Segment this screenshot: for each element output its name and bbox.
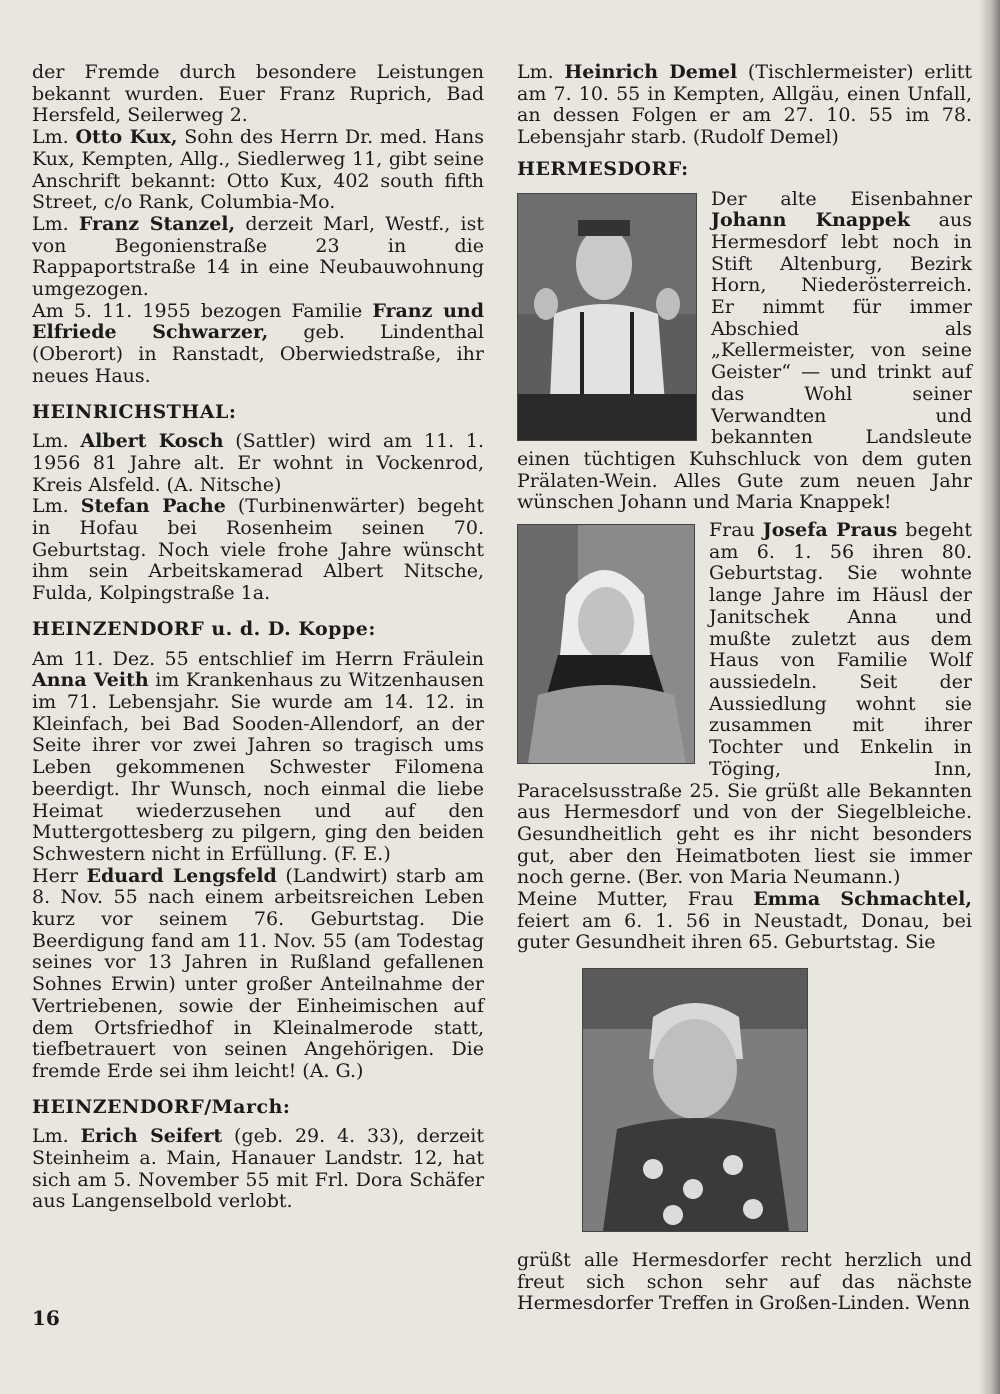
paragraph-veith: Am 11. Dez. 55 entschlief im Herrn Fräulein Anna Veith im Krankenhaus zu Witzenhausen im 71. Lebensjahr. Sie wurde am 14. 12. in Kleinfach, bei Bad Sooden-Allendorf, an der Seite ihrer vor zwei Jahren so tragisch ums Leben gekommenen Schwester Filomena beerdigt. Ihr Wunsch, noch einmal die liebe Heimat wiederzusehen und auf den Muttergottesberg zu pilgern, ging den beiden Schwestern nicht in Erfüllung. (F. E.) <box>32 647 484 865</box>
left-column <box>32 62 484 1213</box>
paragraph-demel: Lm. Heinrich Demel (Tischlermeister) erlitt am 7. 10. 55 in Kempten, Allgäu, einen Unfall, an dessen Folgen er am 27. 10. 55 im 78. Lebensjahr starb. (Rudolf Demel) <box>517 61 972 149</box>
paragraph-lengsfeld: Herr Eduard Lengsfeld (Landwirt) starb am 8. Nov. 55 nach einem arbeitsreichen Leben kurz vor seinem 76. Geburtstag. Die Beerdigung fand am 11. Nov. 55 (am Todestag seines vor 13 Jahren in Rußland gefallenen Sohnes Erwin) unter großer Anteilnahme der Vertriebenen, sowie der Einheimischen auf dem Ortsfriedhof in Kleinalmerode statt, tiefbetrauert von seinen Angehörigen. Die fremde Erde sei ihm leicht! (A. G.) <box>32 864 484 1082</box>
paragraph-schmachtel: Meine Mutter, Frau Emma Schmachtel, feiert am 6. 1. 56 in Neustadt, Donau, bei guter Gesundheit ihren 65. Geburtstag. Sie <box>517 888 972 954</box>
paragraph-schmachtel-continued: grüßt alle Hermesdorfer recht herzlich und freut sich schon sehr auf das nächste Hermesdorfer Treffen in Großen-Linden. Wenn <box>517 1248 972 1315</box>
paragraph-kosch: Lm. Albert Kosch (Sattler) wird am 11. 1. 1956 81 Jahre alt. Er wohnt in Vockenrod, Kreis Alsfeld. (A. Nitsche) <box>32 430 484 496</box>
paragraph-ruprich: der Fremde durch besondere Leistungen bekannt wurden. Euer Franz Ruprich, Bad Hersfeld, Seilerweg 2. <box>32 61 484 127</box>
name-otto-kux: Otto Kux, <box>75 126 178 149</box>
paragraph-seifert: Lm. Erich Seifert (geb. 29. 4. 33), derzeit Steinheim a. Main, Hanauer Landstr. 12, hat sich am 5. November 55 mit Frl. Dora Schäfer aus Langenselbold verlobt. <box>32 1125 484 1213</box>
paragraph-pache: Lm. Stefan Pache (Turbinenwärter) begeht in Hofau bei Rosenheim seinen 70. Geburtstag. Noch viele frohe Jahre wünscht ihm sein Arbeitskamerad Albert Nitsche, Fulda, Kolpingstraße 1a. <box>32 495 485 605</box>
name-josefa-praus: Josefa Praus <box>762 519 898 542</box>
heading-heinzendorf-march: HEINZENDORF/March: <box>32 1095 291 1118</box>
name-emma-schmachtel: Emma Schmachtel, <box>753 888 972 911</box>
name-heinrich-demel: Heinrich Demel <box>564 61 738 83</box>
heading-heinrichsthal: HEINRICHSTHAL: <box>32 400 237 423</box>
right-column <box>517 62 972 1315</box>
paragraph-schwarzer: Am 5. 11. 1955 bezogen Familie Franz und Elfriede Schwarzer, geb. Lindenthal (Oberort) in Ranstadt, Oberwiedstraße, ihr neues Haus. <box>32 299 485 387</box>
page-edge-shadow <box>978 0 1000 1394</box>
name-schwarzer: Franz und Elfriede Schwarzer, <box>32 299 485 344</box>
photo-emma-schmachtel <box>582 968 808 1232</box>
name-albert-kosch: Albert Kosch <box>80 430 224 453</box>
photo-johann-knappek <box>517 193 697 441</box>
name-johann-knappek: Johann Knappek <box>711 209 911 232</box>
name-stefan-pache: Stefan Pache <box>80 495 226 518</box>
paragraph-praus: Frau Josefa Praus begeht am 6. 1. 56 ihren 80. Geburtstag. Sie wohnte lange Jahre im Häusl der Janitschek Anna und mußte zuletzt aus dem Haus von Familie Wolf aussiedeln. Seit der Aussiedlung wohnt sie zusammen mit ihrer Tochter und Enkelin in Töging, Inn, Paracelsusstraße 25. Sie grüßt alle Bekannten aus Hermesdorf und von der Siegelbleiche. Gesundheitlich geht es ihr nicht besonders gut, aber den Heimatboten liest sie immer noch gerne. (Ber. von Maria Neumann.) <box>517 519 972 889</box>
page-number: 16 <box>32 1306 60 1330</box>
heading-hermesdorf: HERMESDORF: <box>517 157 689 180</box>
name-erich-seifert: Erich Seifert <box>80 1125 223 1148</box>
heading-heinzendorf-koppe: HEINZENDORF u. d. D. Koppe: <box>32 617 376 640</box>
photo-josefa-praus <box>517 524 695 764</box>
name-anna-veith: Anna Veith <box>32 669 149 692</box>
paragraph-kux: Lm. Otto Kux, Sohn des Herrn Dr. med. Hans Kux, Kempten, Allg., Siedlerweg 11, gibt seine Anschrift bekannt: Otto Kux, 402 south fifth Street, c/o Rank, Columbia-Mo. <box>32 126 484 214</box>
paragraph-knappek: Der alte Eisenbahner Johann Knappek aus Hermesdorf lebt noch in Stift Altenburg, Bezirk Horn, Niederösterreich. Er nimmt für immer Abschied als „Kellermeister, von seine Geister“ — und trinkt auf das Wohl seiner Verwandten und bekannten Landsleute einen tüchtigen Kuhschluck von dem guten Prälaten-Wein. Alles Gute zum neuen Jahr wünschen Johann und Maria Knappek! <box>517 187 972 514</box>
name-franz-stanzel: Franz Stanzel, <box>78 212 236 235</box>
photo-wrap <box>517 954 972 1250</box>
paragraph-stanzel: Lm. Franz Stanzel, derzeit Marl, Westf., ist von Begonienstraße 23 in die Rappaportstraße 14 in eine Neubauwohnung umgezogen. <box>32 212 484 301</box>
name-eduard-lengsfeld: Eduard Lengsfeld <box>86 864 277 887</box>
